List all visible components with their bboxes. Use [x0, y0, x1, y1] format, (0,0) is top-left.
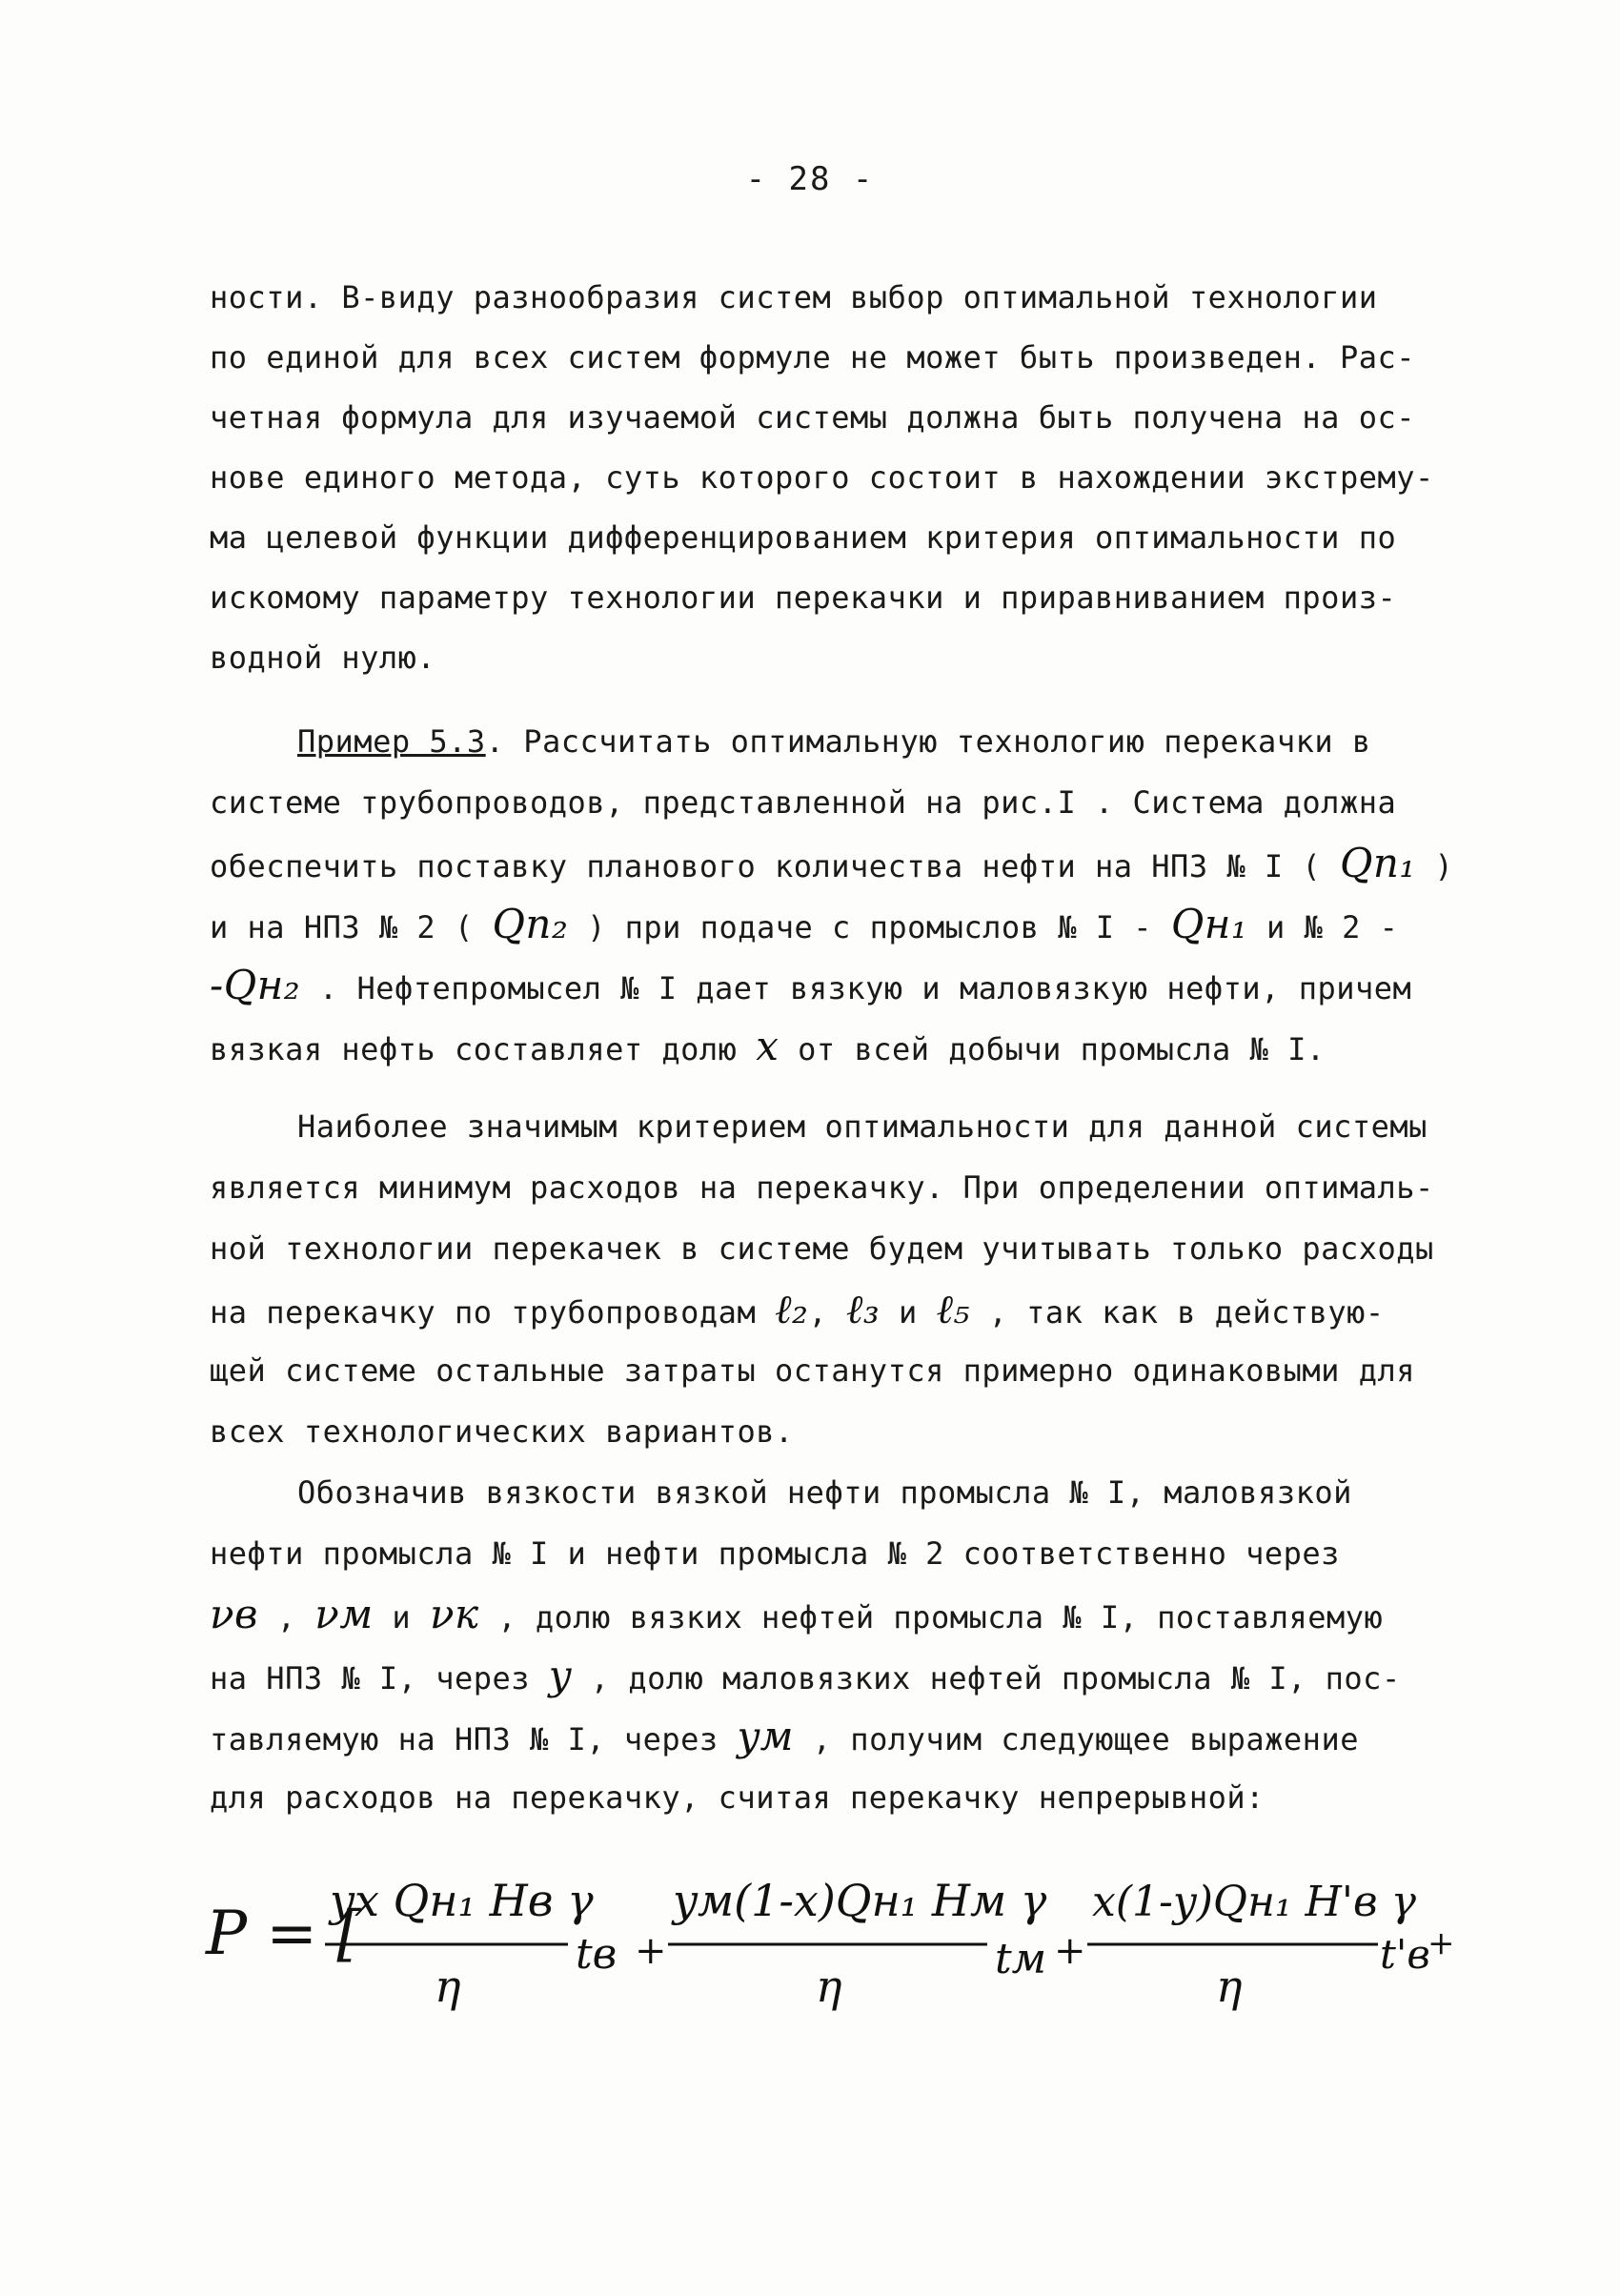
- text-fragment: . Рассчитать оптимальную технологию перекачки в: [485, 723, 1371, 760]
- text-fragment: на НПЗ № I, через: [210, 1660, 531, 1697]
- term3-denominator: η: [1216, 1961, 1243, 2012]
- symbol-q-n1: Qн₁: [1170, 901, 1248, 947]
- text-line: [210, 1023, 1326, 1069]
- text-line: [210, 901, 1399, 947]
- text-line: [210, 1713, 1359, 1759]
- cost-formula: [206, 1839, 1455, 2087]
- text-fragment: , долю вязких нефтей промысла № I, поставляемую: [497, 1599, 1384, 1636]
- text-line: [210, 1652, 1401, 1698]
- symbol-nu-k: νк: [429, 1591, 479, 1637]
- term2-denominator: η: [816, 1961, 842, 2012]
- term2-numerator: yм(1-x)Qн₁ Hм γ: [673, 1875, 1047, 1926]
- text-line: нефти промысла № I и нефти промысла № 2 соответственно через: [210, 1535, 1340, 1572]
- symbol-q-n2: -Qн₂: [210, 962, 301, 1008]
- text-line: четная формула для изучаемой системы должна быть получена на ос-: [210, 399, 1415, 436]
- term3-multiplier: t'в: [1380, 1931, 1430, 1978]
- text-fragment: ): [1415, 848, 1454, 884]
- text-line: Обозначив вязкости вязкой нефти промысла № I, маловязкой: [297, 1474, 1352, 1511]
- text-fragment: на перекачку по трубопроводам: [210, 1294, 757, 1331]
- formula-svg: [206, 1839, 1455, 2087]
- plus-sign: +: [635, 1929, 667, 1973]
- text-line: νв , νм и νк , долю вязких нефтей промысла № I, поставляемую: [210, 1591, 1384, 1637]
- text-line: по единой для всех систем формуле не может быть произведен. Рас-: [210, 339, 1415, 376]
- symbol-q-p2: Qп₂: [492, 901, 569, 947]
- term1-multiplier: tв: [576, 1930, 618, 1979]
- text-line: ности. В-виду разнообразия систем выбор оптимальной технологии: [210, 279, 1378, 315]
- symbol-l2: ℓ₂: [774, 1286, 809, 1332]
- symbol-l3: ℓ₃: [845, 1286, 881, 1332]
- text-line: искомому параметру технологии перекачки и приравниванием произ-: [210, 579, 1397, 616]
- text-fragment: и: [392, 1599, 412, 1636]
- term2-multiplier: tм: [995, 1935, 1047, 1983]
- text-line: системе трубопроводов, представленной на рис.I . Система должна: [210, 784, 1397, 821]
- text-fragment: и № 2 -: [1266, 909, 1399, 945]
- term3-numerator: x(1-y)Qн₁ H'в γ: [1092, 1878, 1416, 1926]
- text-fragment: от всей добычи промысла № I.: [798, 1031, 1326, 1067]
- symbol-nu-m: νм: [314, 1591, 374, 1637]
- symbol-y-m: yм: [737, 1713, 794, 1759]
- text-fragment: и на НПЗ № 2 (: [210, 909, 474, 945]
- text-line: нове единого метода, суть которого состоит в нахождении экстрему-: [210, 459, 1434, 496]
- text-line: [297, 722, 1371, 761]
- term1-denominator: η: [435, 1961, 461, 2012]
- plus-sign: +: [1054, 1929, 1086, 1973]
- text-line: щей системе остальные затраты останутся примерно одинаковыми для: [210, 1352, 1415, 1389]
- text-fragment: ) при подаче с промыслов № I -: [568, 909, 1153, 945]
- text-line: [210, 962, 1412, 1008]
- text-fragment: , долю маловязких нефтей промысла № I, пос-: [590, 1660, 1401, 1697]
- symbol-y: y: [548, 1652, 573, 1698]
- symbol-q-p1: Qп₁: [1339, 840, 1416, 886]
- text-line: водной нулю.: [210, 640, 436, 676]
- page-number: - 28 -: [745, 160, 875, 198]
- term1-numerator: yx Qн₁ Hв γ: [330, 1875, 594, 1926]
- example-label: Пример 5.3: [297, 723, 486, 760]
- text-fragment: обеспечить поставку планового количества нефти на НПЗ № I (: [210, 848, 1322, 884]
- text-line: [210, 840, 1454, 886]
- symbol-x: x: [756, 1023, 780, 1069]
- symbol-l5: ℓ₅: [936, 1286, 970, 1332]
- text-line: ма целевой функции дифференцированием критерия оптимальности по: [210, 519, 1397, 556]
- text-fragment: и: [898, 1294, 918, 1331]
- text-fragment: тавляемую на НПЗ № I, через: [210, 1721, 719, 1758]
- formula-lhs: Р = [: [206, 1899, 361, 1969]
- plus-sign: +: [1428, 1924, 1455, 1962]
- text-line: ной технологии перекачек в системе будем учитывать только расходы: [210, 1230, 1434, 1267]
- text-line: всех технологических вариантов.: [210, 1413, 794, 1450]
- text-line: является минимум расходов на перекачку. При определении оптималь-: [210, 1169, 1434, 1206]
- text-fragment: . Нефтепромысел № I дает вязкую и маловязкую нефти, причем: [300, 970, 1412, 1006]
- symbol-nu-v: νв: [210, 1591, 258, 1637]
- text-fragment: вязкая нефть составляет долю: [210, 1031, 738, 1067]
- text-fragment: , так как в действую-: [988, 1294, 1385, 1331]
- text-line: Наиболее значимым критерием оптимальности для данной системы: [297, 1108, 1428, 1145]
- text-fragment: , получим следующее выражение: [812, 1721, 1359, 1758]
- text-line: на перекачку по трубопроводам ℓ₂, ℓ₃ и ℓ₅ , так как в действую-: [210, 1286, 1385, 1332]
- text-line: для расходов на перекачку, считая перекачку непрерывной:: [210, 1779, 1265, 1816]
